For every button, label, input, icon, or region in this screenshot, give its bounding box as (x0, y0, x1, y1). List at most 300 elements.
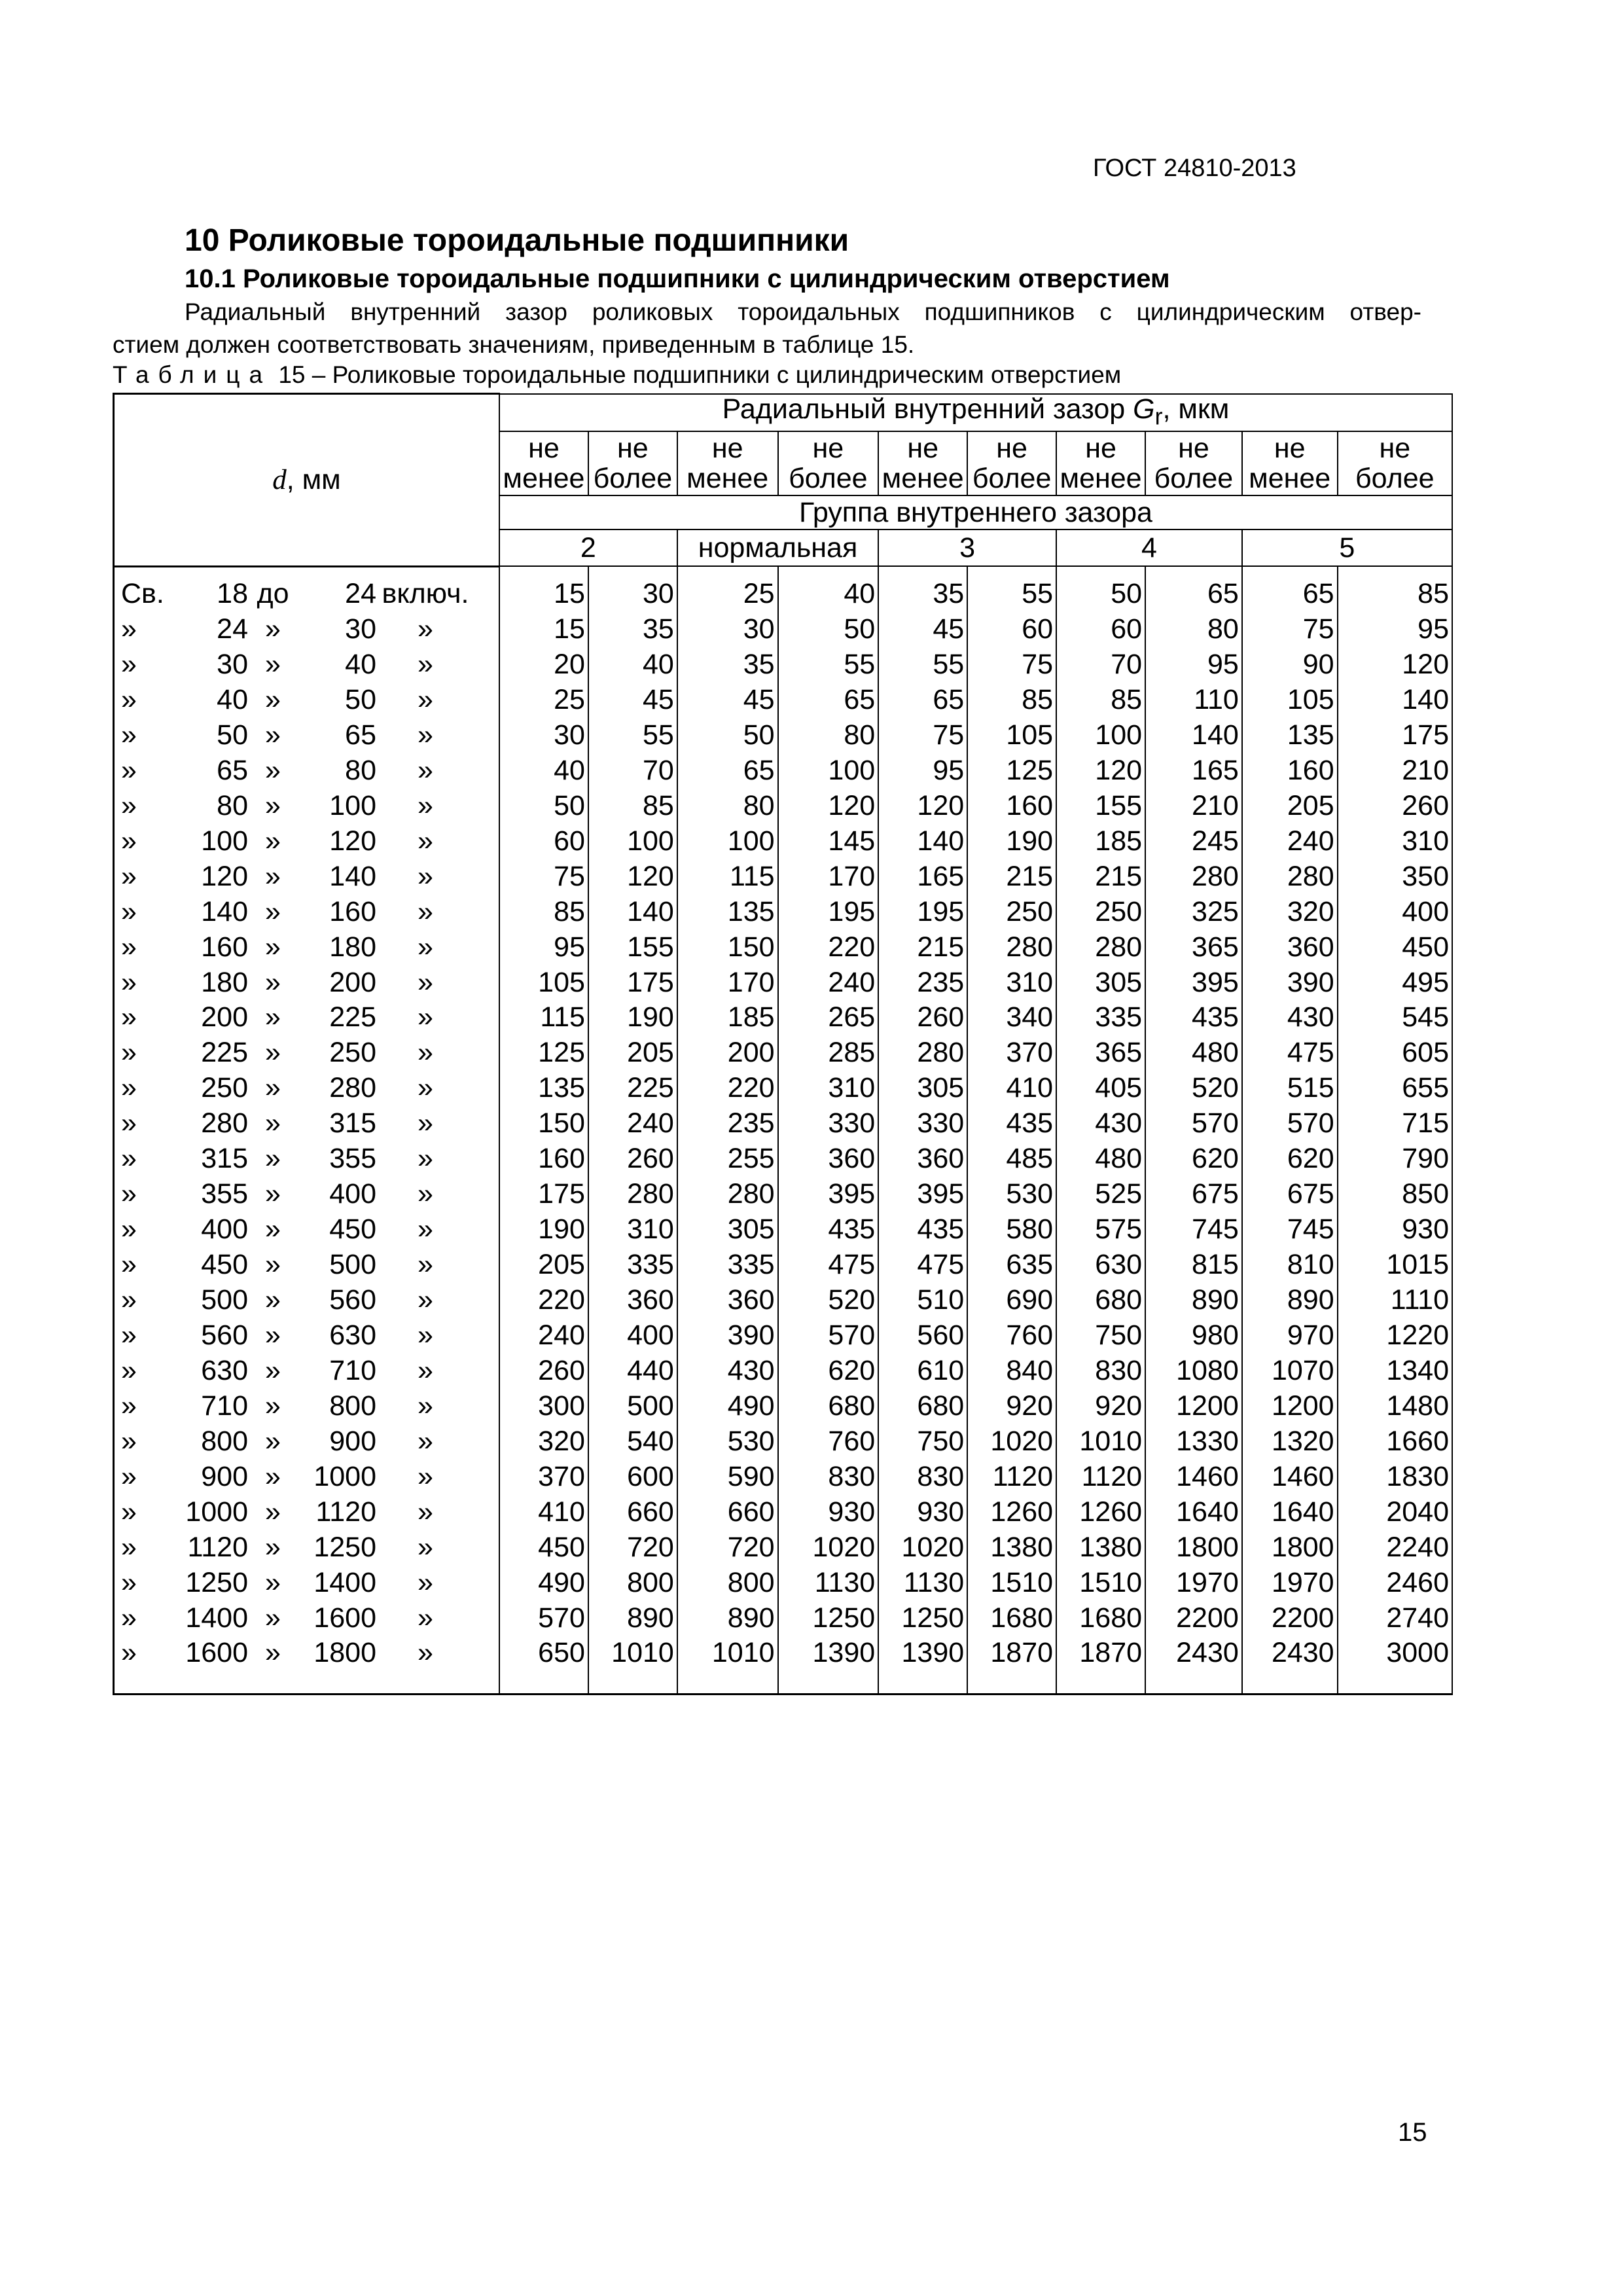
clearance-max-value: 1480 (1338, 1388, 1452, 1424)
clearance-max-value: 655 (1338, 1070, 1452, 1105)
diameter-range-cell (114, 788, 499, 823)
diameter-range-cell (114, 717, 499, 753)
limit-word-text: более (1154, 463, 1234, 495)
range-suffix: » (418, 1602, 433, 1634)
range-separator: » (265, 1284, 281, 1316)
clearance-max-value: 280 (588, 1176, 677, 1211)
clearance-max-value: 790 (1338, 1141, 1452, 1176)
clearance-min-value: 280 (677, 1176, 778, 1211)
clearance-min-value: 750 (1056, 1318, 1145, 1353)
limit-ne-text: не (907, 433, 938, 465)
paragraph-line: Радиальный внутренний зазор роликовых тороидальных подшипников с цилиндрическим отвер- (185, 298, 1421, 325)
diameter-range-cell (114, 1247, 499, 1282)
clearance-min-value: 115 (677, 859, 778, 894)
clearance-max-value: 120 (588, 859, 677, 894)
limit-word-text: более (972, 463, 1052, 495)
clearance-min-value: 360 (1242, 929, 1338, 965)
clearance-max-value: 660 (588, 1494, 677, 1530)
clearance-min-value: 280 (1242, 859, 1338, 894)
table-row (114, 929, 1453, 965)
range-separator: » (265, 860, 281, 892)
clearance-max-value: 1330 (1145, 1424, 1242, 1459)
range-prefix: » (121, 931, 137, 963)
clearance-min-value: 95 (878, 753, 967, 788)
clearance-max-value: 450 (1338, 929, 1452, 965)
range-prefix: » (121, 754, 137, 786)
clearance-min-value: 60 (499, 823, 588, 859)
range-to: 40 (345, 648, 376, 680)
clearance-max-value: 1120 (967, 1459, 1056, 1494)
range-separator: » (265, 1213, 281, 1246)
range-to: 280 (329, 1072, 376, 1104)
clearance-min-value: 745 (1242, 1211, 1338, 1247)
range-prefix: » (121, 1284, 137, 1316)
clearance-min-value: 1130 (878, 1565, 967, 1600)
clearance-min-value: 2200 (1242, 1600, 1338, 1636)
range-from: 560 (201, 1319, 248, 1352)
diameter-range-cell (114, 1388, 499, 1424)
clearance-min-value: 395 (878, 1176, 967, 1211)
clearance-max-value: 720 (588, 1530, 677, 1565)
limit-word-text: менее (687, 463, 769, 495)
clearance-max-value: 45 (588, 682, 677, 717)
clearance-min-value: 255 (677, 1141, 778, 1176)
body-paragraph (113, 296, 1421, 361)
clearance-max-value: 435 (967, 1105, 1056, 1141)
clearance-max-value: 120 (1338, 647, 1452, 682)
limit-word-text: менее (1249, 463, 1331, 495)
clearance-min-value: 365 (1056, 1035, 1145, 1070)
range-from: 30 (217, 648, 248, 680)
range-to: 180 (329, 931, 376, 963)
group-number: 3 (878, 529, 1056, 566)
clearance-max-value: 120 (778, 788, 879, 823)
clearance-max-value: 205 (588, 1035, 677, 1070)
range-prefix: » (121, 613, 137, 645)
table-row (114, 1424, 1453, 1459)
clearance-min-value: 630 (1056, 1247, 1145, 1282)
diameter-range-cell (114, 859, 499, 894)
group-header: Группа внутреннего зазора (499, 495, 1452, 529)
range-suffix: включ. (382, 578, 469, 610)
clearance-max-value: 55 (588, 717, 677, 753)
clearance-min-value: 330 (878, 1105, 967, 1141)
clearance-max-value: 280 (1145, 859, 1242, 894)
clearance-max-value: 75 (967, 647, 1056, 682)
clearance-min-value: 25 (499, 682, 588, 717)
range-prefix: Св. (121, 578, 164, 610)
diameter-range-cell (114, 753, 499, 788)
clearance-min-value: 115 (499, 1000, 588, 1035)
clearance-min-value: 890 (677, 1600, 778, 1636)
range-suffix: » (418, 1213, 433, 1246)
clearance-max-value: 85 (1338, 566, 1452, 611)
clearance-max-value: 480 (1145, 1035, 1242, 1070)
clearance-max-value: 600 (588, 1459, 677, 1494)
diameter-range-cell (114, 682, 499, 717)
clearance-min-value: 105 (1242, 682, 1338, 717)
clearance-max-value: 190 (588, 1000, 677, 1035)
range-suffix: » (418, 966, 433, 998)
range-separator: » (265, 1390, 281, 1422)
clearance-max-value: 1130 (778, 1565, 879, 1600)
range-from: 1250 (185, 1566, 248, 1598)
range-separator: » (265, 1461, 281, 1493)
diameter-range-cell (114, 965, 499, 1000)
clearance-max-value: 2200 (1145, 1600, 1242, 1636)
range-to: 65 (345, 719, 376, 751)
clearance-max-value: 580 (967, 1211, 1056, 1247)
clearance-max-value: 55 (778, 647, 879, 682)
clearance-max-value: 145 (778, 823, 879, 859)
clearance-max-value: 680 (778, 1388, 879, 1424)
clearance-min-value: 680 (878, 1388, 967, 1424)
range-from: 800 (201, 1426, 248, 1458)
clearance-max-value: 220 (778, 929, 879, 965)
range-suffix: » (418, 825, 433, 857)
table-row (114, 1600, 1453, 1636)
clearance-min-value: 570 (499, 1600, 588, 1636)
clearance-max-value: 310 (967, 965, 1056, 1000)
range-to: 120 (329, 825, 376, 857)
clearance-min-value: 830 (1056, 1353, 1145, 1388)
clearance-max-value: 1640 (1145, 1494, 1242, 1530)
clearance-min-value: 185 (677, 1000, 778, 1035)
range-separator: » (265, 1566, 281, 1598)
clearance-max-value: 520 (1145, 1070, 1242, 1105)
clearance-min-value: 480 (1056, 1141, 1145, 1176)
clearance-min-value: 30 (499, 717, 588, 753)
clearance-min-value: 920 (1056, 1388, 1145, 1424)
clearance-max-value: 1260 (967, 1494, 1056, 1530)
clearance-min-value: 1260 (1056, 1494, 1145, 1530)
clearance-min-value: 125 (499, 1035, 588, 1070)
clearance-min-value: 200 (677, 1035, 778, 1070)
clearance-max-value: 175 (588, 965, 677, 1000)
range-to: 1600 (313, 1602, 376, 1634)
clearance-min-value: 30 (677, 611, 778, 647)
clearance-min-value: 2430 (1242, 1636, 1338, 1695)
range-from: 280 (201, 1107, 248, 1139)
range-separator: » (265, 1249, 281, 1281)
range-to: 710 (329, 1355, 376, 1387)
clearance-min-value: 280 (1056, 929, 1145, 965)
clearance-min-value: 650 (499, 1636, 588, 1695)
clearance-max-value: 2430 (1145, 1636, 1242, 1695)
clearance-max-value: 400 (588, 1318, 677, 1353)
table-row (114, 1636, 1453, 1695)
clearance-max-value: 195 (778, 894, 879, 929)
clearance-max-value: 485 (967, 1141, 1056, 1176)
clearance-min-value: 450 (499, 1530, 588, 1565)
clearance-min-value: 610 (878, 1353, 967, 1388)
clearance-min-value: 530 (677, 1424, 778, 1459)
clearance-min-value: 280 (878, 1035, 967, 1070)
clearance-max-value: 1250 (778, 1600, 879, 1636)
range-from: 1120 (187, 1532, 248, 1564)
limit-ne-text: не (996, 433, 1027, 465)
clearance-max-value: 1020 (778, 1530, 879, 1565)
clearance-max-value: 70 (588, 753, 677, 788)
limit-ne-text: не (1379, 433, 1411, 465)
clearance-min-value: 90 (1242, 647, 1338, 682)
section-title: 10 Роликовые тороидальные подшипники (185, 223, 849, 258)
clearance-max-value: 250 (967, 894, 1056, 929)
range-suffix: » (418, 683, 433, 715)
range-separator: » (265, 1532, 281, 1564)
clearance-max-value: 95 (1145, 647, 1242, 682)
clearance-min-value: 50 (499, 788, 588, 823)
clearance-min-value: 235 (677, 1105, 778, 1141)
clearance-min-value: 50 (1056, 566, 1145, 611)
clearance-max-value: 620 (778, 1353, 879, 1388)
range-separator: » (265, 825, 281, 857)
range-to: 250 (329, 1037, 376, 1069)
clearance-max-value: 1200 (1145, 1388, 1242, 1424)
limit-word-text: более (1355, 463, 1435, 495)
clearance-min-value: 100 (1056, 717, 1145, 753)
clearance-min-value: 305 (677, 1211, 778, 1247)
range-to: 900 (329, 1426, 376, 1458)
diameter-range-cell (114, 1636, 499, 1695)
clearance-max-value: 675 (1145, 1176, 1242, 1211)
clearance-min-value: 1510 (1056, 1565, 1145, 1600)
clearance-min-value: 135 (1242, 717, 1338, 753)
clearance-max-value: 55 (967, 566, 1056, 611)
clearance-max-value: 240 (588, 1105, 677, 1141)
limit-word-text: более (789, 463, 868, 495)
range-to: 50 (345, 683, 376, 715)
diameter-range-cell (114, 1141, 499, 1176)
diameter-range-cell (114, 566, 499, 611)
range-to: 1000 (313, 1461, 376, 1493)
range-from: 100 (201, 825, 248, 857)
range-from: 355 (201, 1178, 248, 1210)
clearance-max-value: 40 (588, 647, 677, 682)
clearance-min-value: 1870 (1056, 1636, 1145, 1695)
table-row (114, 965, 1453, 1000)
range-separator: » (265, 648, 281, 680)
range-from: 18 (217, 578, 248, 610)
range-prefix: » (121, 1532, 137, 1564)
clearance-max-value: 100 (778, 753, 879, 788)
diameter-range-cell (114, 894, 499, 929)
clearance-min-value: 390 (677, 1318, 778, 1353)
clearance-min-value: 675 (1242, 1176, 1338, 1211)
range-suffix: » (418, 1037, 433, 1069)
clearance-min-value: 240 (1242, 823, 1338, 859)
clearance-max-value: 760 (778, 1424, 879, 1459)
clearance-min-value: 620 (1242, 1141, 1338, 1176)
range-prefix: » (121, 1390, 137, 1422)
table-row (114, 823, 1453, 859)
range-to: 355 (329, 1143, 376, 1175)
clearance-min-value: 680 (1056, 1282, 1145, 1318)
range-to: 30 (345, 613, 376, 645)
range-suffix: » (418, 1355, 433, 1387)
clearance-max-value: 440 (588, 1353, 677, 1388)
clearance-min-value: 1010 (1056, 1424, 1145, 1459)
diameter-range-cell (114, 1459, 499, 1494)
range-prefix: » (121, 1319, 137, 1352)
limit-max-header (1145, 431, 1242, 495)
clearance-max-value: 3000 (1338, 1636, 1452, 1695)
clearance-max-value: 980 (1145, 1318, 1242, 1353)
diameter-range-cell (114, 1424, 499, 1459)
clearance-max-value: 95 (1338, 611, 1452, 647)
clearance-min-value: 205 (1242, 788, 1338, 823)
clearance-min-value: 720 (677, 1530, 778, 1565)
range-suffix: » (418, 719, 433, 751)
clearance-min-value: 215 (1056, 859, 1145, 894)
table-row (114, 1353, 1453, 1388)
d-unit: , мм (286, 463, 341, 495)
range-suffix: » (418, 1636, 433, 1668)
clearance-max-value: 800 (588, 1565, 677, 1600)
range-separator: » (265, 1636, 281, 1668)
group-number: 2 (499, 529, 677, 566)
clearance-min-value: 360 (677, 1282, 778, 1318)
clearance-max-value: 140 (1145, 717, 1242, 753)
range-prefix: » (121, 1143, 137, 1175)
clearance-max-value: 1660 (1338, 1424, 1452, 1459)
clearance-max-value: 340 (967, 1000, 1056, 1035)
range-separator: » (265, 1143, 281, 1175)
clearance-max-value: 435 (778, 1211, 879, 1247)
clearance-min-value: 205 (499, 1247, 588, 1282)
range-suffix: » (418, 1496, 433, 1528)
clearance-min-value: 930 (878, 1494, 967, 1530)
limit-min-header (499, 431, 588, 495)
clearance-min-value: 105 (499, 965, 588, 1000)
table-row (114, 1459, 1453, 1494)
clearance-max-value: 1800 (1145, 1530, 1242, 1565)
clearance-max-value: 1015 (1338, 1247, 1452, 1282)
table-row (114, 753, 1453, 788)
clearance-min-value: 65 (878, 682, 967, 717)
clearance-min-value: 190 (499, 1211, 588, 1247)
clearance-max-value: 1340 (1338, 1353, 1452, 1388)
clearance-max-value: 225 (588, 1070, 677, 1105)
clearance-max-value: 210 (1145, 788, 1242, 823)
table-row (114, 1070, 1453, 1105)
clearance-max-value: 335 (588, 1247, 677, 1282)
subsection-title: 10.1 Роликовые тороидальные подшипники с цилиндрическим отверстием (185, 264, 1170, 293)
limit-min-header (1242, 431, 1338, 495)
clearance-max-value: 155 (588, 929, 677, 965)
range-to: 1250 (313, 1532, 376, 1564)
clearance-min-value: 405 (1056, 1070, 1145, 1105)
table-row (114, 1530, 1453, 1565)
clearance-max-value: 210 (1338, 753, 1452, 788)
clearance-min-value: 85 (1056, 682, 1145, 717)
range-from: 180 (201, 966, 248, 998)
clearance-min-value: 75 (878, 717, 967, 753)
clearance-min-value: 95 (499, 929, 588, 965)
clearance-unit: , мкм (1162, 393, 1230, 425)
clearance-max-value: 495 (1338, 965, 1452, 1000)
clearance-symbol: G (1133, 393, 1155, 425)
table-row (114, 1388, 1453, 1424)
clearance-max-value: 175 (1338, 717, 1452, 753)
clearance-min-value: 160 (1242, 753, 1338, 788)
limit-min-header (677, 431, 778, 495)
table-row (114, 859, 1453, 894)
clearance-max-value: 360 (588, 1282, 677, 1318)
range-separator: » (265, 966, 281, 998)
clearance-min-value: 240 (499, 1318, 588, 1353)
diameter-range-cell (114, 823, 499, 859)
table-row (114, 1141, 1453, 1176)
clearance-max-value: 410 (967, 1070, 1056, 1105)
range-prefix: » (121, 1566, 137, 1598)
clearance-max-value: 40 (778, 566, 879, 611)
clearance-max-value: 890 (588, 1600, 677, 1636)
clearance-max-value: 2740 (1338, 1600, 1452, 1636)
clearance-min-value: 1390 (878, 1636, 967, 1695)
clearance-max-value: 2240 (1338, 1530, 1452, 1565)
range-to: 140 (329, 860, 376, 892)
diameter-range-cell (114, 1318, 499, 1353)
range-prefix: » (121, 1355, 137, 1387)
clearance-max-value: 280 (967, 929, 1056, 965)
range-prefix: » (121, 1249, 137, 1281)
clearance-max-value: 360 (778, 1141, 879, 1176)
limit-word-text: более (593, 463, 673, 495)
limit-max-header (778, 431, 879, 495)
clearance-max-value: 310 (778, 1070, 879, 1105)
range-to: 560 (329, 1284, 376, 1316)
clearance-max-value: 815 (1145, 1247, 1242, 1282)
clearance-min-value: 1460 (1242, 1459, 1338, 1494)
clearance-min-value: 45 (677, 682, 778, 717)
diameter-range-cell (114, 1070, 499, 1105)
range-from: 710 (201, 1390, 248, 1422)
clearance-min-value: 65 (1242, 566, 1338, 611)
clearance-max-value: 890 (1145, 1282, 1242, 1318)
table-body (114, 566, 1453, 1694)
range-prefix: » (121, 1037, 137, 1069)
clearance-min-value: 165 (878, 859, 967, 894)
clearance-min-value: 575 (1056, 1211, 1145, 1247)
limit-max-header (588, 431, 677, 495)
range-separator: » (265, 1355, 281, 1387)
range-from: 50 (217, 719, 248, 751)
clearance-min-value: 1070 (1242, 1353, 1338, 1388)
group-number: 5 (1242, 529, 1452, 566)
range-prefix: » (121, 1178, 137, 1210)
clearance-max-value: 260 (1338, 788, 1452, 823)
clearance-max-value: 1110 (1338, 1282, 1452, 1318)
range-suffix: » (418, 789, 433, 821)
range-separator: » (265, 719, 281, 751)
clearance-min-value: 185 (1056, 823, 1145, 859)
range-to: 24 (345, 578, 376, 610)
clearance-min-value: 430 (1242, 1000, 1338, 1035)
clearance-max-value: 540 (588, 1424, 677, 1459)
diameter-range-cell (114, 611, 499, 647)
range-suffix: » (418, 1461, 433, 1493)
limit-ne-text: не (528, 433, 560, 465)
clearance-min-value: 45 (878, 611, 967, 647)
clearance-min-value: 320 (1242, 894, 1338, 929)
range-to: 160 (329, 895, 376, 927)
range-separator: » (265, 895, 281, 927)
clearance-max-value: 1080 (1145, 1353, 1242, 1388)
clearance-min-value: 590 (677, 1459, 778, 1494)
clearance-min-value: 1010 (677, 1636, 778, 1695)
diameter-range-cell (114, 1600, 499, 1636)
